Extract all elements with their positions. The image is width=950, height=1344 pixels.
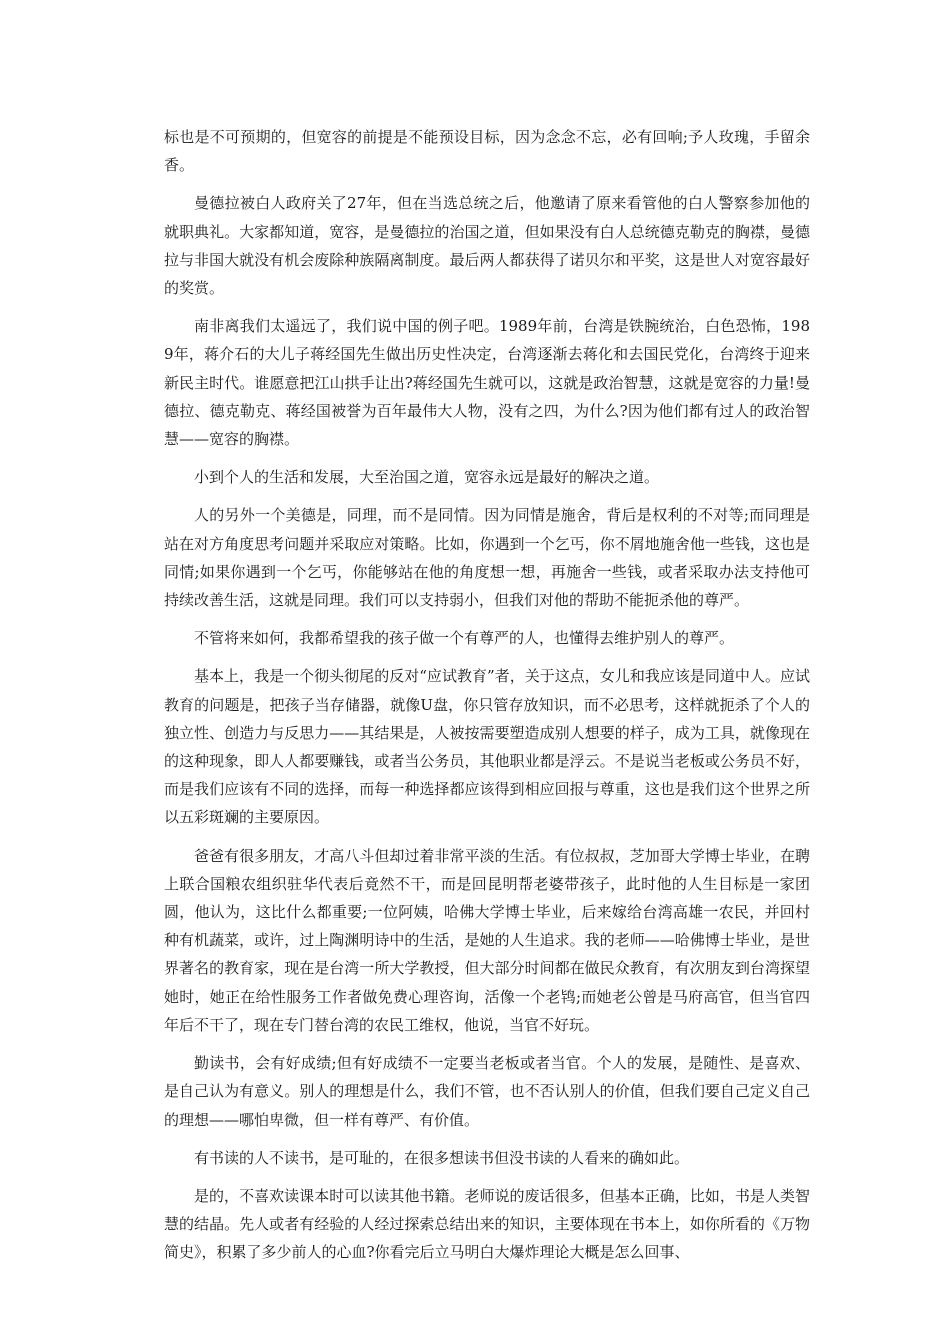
paragraph-11: 是的，不喜欢读课本时可以读其他书籍。老师说的废话很多，但基本正确，比如，书是人类智慧的结晶。先人或者有经验的人经过探索总结出来的知识，主要体现在书本上，如你所看的《万物简史》，积累了多少前人的心血?你看完后立马明白大爆炸理论大概是怎么回事、 xyxy=(164,1186,810,1262)
paragraph-6: 不管将来如何，我都希望我的孩子做一个有尊严的人，也懂得去维护别人的尊严。 xyxy=(194,629,735,648)
paragraph-5: 人的另外一个美德是，同理，而不是同情。因为同情是施舍，背后是权利的不对等;而同理是站在对方角度思考问题并采取应对策略。比如，你遇到一个乞丐，你不屑地施舍他一些钱，这也是同情;如果你遇到一个乞丐，你能够站在他的角度想一想，再施舍一些钱，或者采取办法支持他可持续改善生活，这就是同理。我们可以支持弱小，但我们对他的帮助不能扼杀他的尊严。 xyxy=(164,506,810,610)
paragraph-2: 曼德拉被白人政府关了27年，但在当选总统之后，他邀请了原来看管他的白人警察参加他的就职典礼。大家都知道，宽容，是曼德拉的治国之道，但如果没有白人总统德克勒克的胸襟，曼德拉与非国大就没有机会废除种族隔离制度。最后两人都获得了诺贝尔和平奖，这是世人对宽容最好的奖赏。 xyxy=(164,194,810,298)
paragraph-8: 爸爸有很多朋友，才高八斗但却过着非常平淡的生活。有位叔叔，芝加哥大学博士毕业，在聘上联合国粮农组织驻华代表后竟然不干，而是回昆明帮老婆带孩子，此时他的人生目标是一家团圆，他认为，这比什么都重要;一位阿姨，哈佛大学博士毕业，后来嫁给台湾高雄一农民，并回村种有机蔬菜，或许，过上陶渊明诗中的生活，是她的人生追求。我的老师——哈佛博士毕业，是世界著名的教育家，现在是台湾一所大学教授，但大部分时间都在做民众教育，有次朋友到台湾探望她时，她正在给性服务工作者做免费心理咨询，活像一个老鸨;而她老公曾是马府高官，但当官四年后不干了，现在专门替台湾的农民工维权，他说，当官不好玩。 xyxy=(164,846,810,1034)
paragraph-3: 南非离我们太遥远了，我们说中国的例子吧。1989年前，台湾是铁腕统治，白色恐怖，1989年，蒋介石的大儿子蒋经国先生做出历史性决定，台湾逐渐去蒋化和去国民党化，台湾终于迎来新民主时代。谁愿意把江山拱手让出?蒋经国先生就可以，这就是政治智慧，这就是宽容的力量!曼德拉、德克勒克、蒋经国被誉为百年最伟大人物，没有之四，为什么?因为他们都有过人的政治智慧——宽容的胸襟。 xyxy=(164,317,810,449)
paragraph-10: 有书读的人不读书，是可耻的，在很多想读书但没书读的人看来的确如此。 xyxy=(194,1148,690,1167)
paragraph-1: 标也是不可预期的，但宽容的前提是不能预设目标，因为念念不忘，必有回响;予人玫瑰，手留余香。 xyxy=(164,128,810,175)
paragraph-7: 基本上，我是一个彻头彻尾的反对“应试教育”者，关于这点，女儿和我应该是同道中人。应试教育的问题是，把孩子当存储器，就像U盘，你只管存放知识，而不必思考，这样就扼杀了个人的独立性、创造力与反思力——其结果是，人被按需要塑造成别人想要的样子，成为工具，就像现在的这种现象，即人人都要赚钱，或者当公务员，其他职业都是浮云。不是说当老板或公务员不好，而是我们应该有不同的选择，而每一种选择都应该得到相应回报与尊重，这也是我们这个世界之所以五彩斑斓的主要原因。 xyxy=(164,667,810,827)
paragraph-4: 小到个人的生活和发展，大至治国之道，宽容永远是最好的解决之道。 xyxy=(194,468,660,487)
document-page xyxy=(164,123,810,1277)
paragraph-9: 勤读书，会有好成绩;但有好成绩不一定要当老板或者当官。个人的发展，是随性、是喜欢、是自己认为有意义。别人的理想是什么，我们不管，也不否认别人的价值，但我们要自己定义自己的理想——哪怕卑微，但一样有尊严、有价值。 xyxy=(164,1054,810,1129)
